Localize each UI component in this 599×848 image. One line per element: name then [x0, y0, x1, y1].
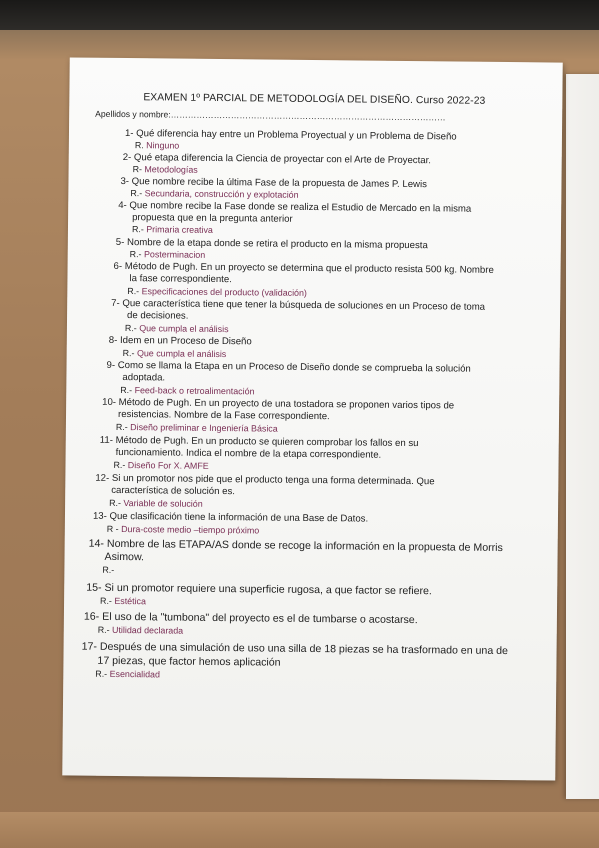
question-12-line-2: característica de solución es.: [111, 484, 236, 498]
question-4: 4- Que nombre recibe la Fase donde se realiza el Estudio de Mercado en la misma: [118, 199, 472, 215]
answer-17: R.- Esencialidad: [95, 668, 161, 680]
answer-4: R.- Primaria creativa: [131, 224, 213, 235]
background-top: [0, 0, 599, 30]
question-7-line-2: de decisiones.: [127, 310, 189, 322]
answer-8: R.- Que cumpla el análisis: [122, 348, 227, 360]
question-11: 11- Método de Pugh. En un producto se quieren comprobar los fallos en su: [99, 434, 419, 450]
answer-13: R - Dura-coste medio –tiempo próximo: [106, 523, 260, 536]
second-paper-sheet: [566, 74, 599, 799]
question-13: 13- Que clasificación tiene la información de una Base de Datos.: [92, 510, 369, 525]
question-1: 1- Qué diferencia hay entre un Problema Proyectual y un Problema de Diseño: [124, 128, 457, 143]
question-2: 2- Qué etapa diferencia la Ciencia de proyectar con el Arte de Proyectar.: [122, 151, 432, 167]
question-17: 17- Después de una simulación de uso una silla de 18 piezas se ha trasformado en una de: [81, 640, 509, 658]
question-7: 7- Que característica tiene que tener la búsqueda de soluciones en un Proceso de toma: [111, 297, 486, 313]
question-17-line-2: 17 piezas, que factor hemos aplicación: [97, 654, 281, 669]
answer-16: R.- Utilidad declarada: [97, 624, 184, 636]
name-field-line: Apellidos y nombre:……………………………………………………………………………………: [95, 108, 446, 123]
question-6: 6- Método de Pugh. En un proyecto se determina que el producto resista 500 kg. Nombre: [113, 260, 494, 276]
question-12: 12- Si un promotor nos pide que el producto tenga una forma determinada. Que: [95, 472, 435, 488]
question-9-line-2: adoptada.: [122, 372, 166, 384]
question-15: 15- Si un promotor requiere una superficie rugosa, a que factor se refiere.: [86, 581, 432, 598]
question-16: 16- El uso de la "tumbona" del proyecto es el de tumbarse o acostarse.: [83, 610, 418, 627]
question-11-line-2: funcionamiento. Indica el nombre de la etapa correspondiente.: [115, 446, 382, 461]
answer-1: R. Ninguno: [134, 140, 180, 151]
background-table: [0, 812, 599, 848]
answer-10: R.- Diseño preliminar e Ingeniería Básica: [115, 421, 278, 434]
question-10-line-2: resistencias. Nombre de la Fase correspondiente.: [117, 408, 330, 423]
answer-5: R.- Posterminacion: [129, 249, 206, 260]
question-9: 9- Como se llama la Etapa en un Proceso de Diseño donde se comprueba la solución: [106, 359, 471, 375]
answer-3: R.- Secundaria, construcción y explotación: [130, 188, 299, 200]
answer-12: R.- Variable de solución: [109, 497, 203, 509]
exam-title: EXAMEN 1º PARCIAL DE METODOLOGÍA DEL DISEÑO. Curso 2022-23: [143, 92, 486, 107]
question-10: 10- Método de Pugh. En un proyecto de una tostadora se proponen varios tipos de: [102, 396, 455, 412]
answer-7: R.- Que cumpla el análisis: [124, 323, 229, 335]
question-3: 3- Que nombre recibe la última Fase de la propuesta de James P. Lewis: [120, 175, 427, 191]
answer-11: R.- Diseño For X. AMFE: [113, 459, 209, 471]
answer-15: R.- Estética: [100, 595, 147, 607]
exam-content: [62, 57, 562, 780]
question-4-line-2: propuesta que en la pregunta anterior: [132, 212, 293, 225]
answer-6: R.- Especificaciones del producto (validación): [127, 286, 307, 298]
answer-9: R.- Feed-back o retroalimentación: [120, 384, 255, 397]
question-8: 8- Idem en un Proceso de Diseño: [108, 334, 252, 348]
question-6-line-2: la fase correspondiente.: [129, 273, 232, 286]
answer-2: R- Metodologías: [132, 164, 198, 175]
exam-sheet: [62, 57, 562, 780]
question-5: 5- Nombre de la etapa donde se retira el producto en la misma propuesta: [115, 236, 428, 252]
answer-14: R.-: [102, 564, 115, 575]
question-14: 14- Nombre de las ETAPA/AS donde se recoge la información en la propuesta de Morris: [88, 537, 503, 554]
question-14-line-2: Asimow.: [104, 550, 145, 564]
